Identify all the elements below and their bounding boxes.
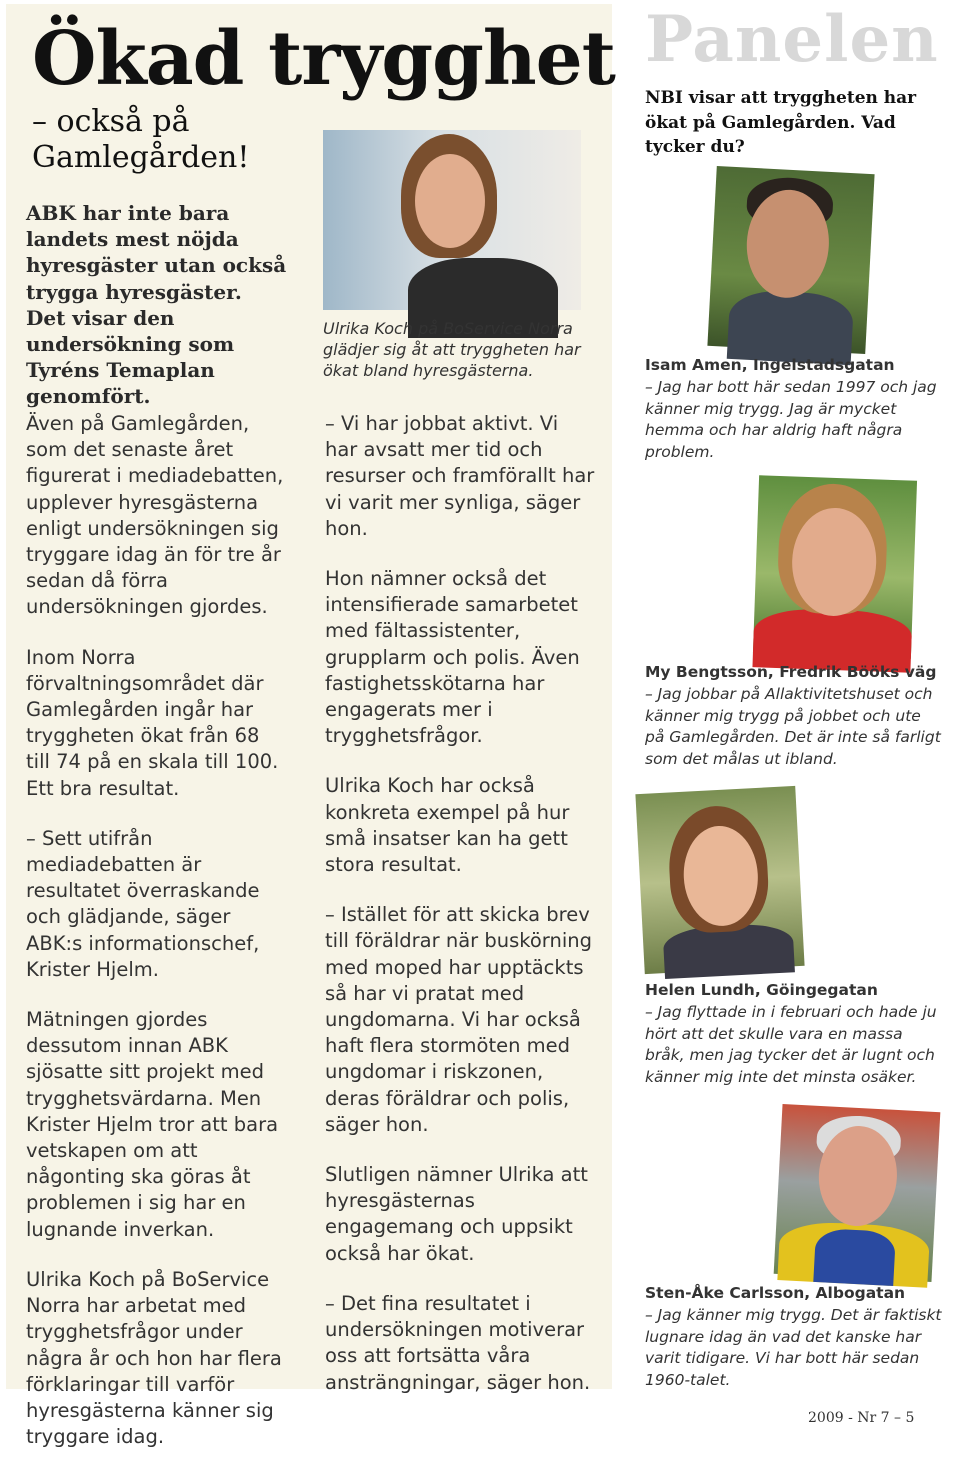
paragraph: Slutligen nämner Ulrika att hyresgästernas engagemang och uppsikt också har ökat. [325, 1163, 588, 1265]
panel-member-name: Sten-Åke Carlsson, Albogatan [645, 1284, 906, 1302]
lead-paragraph: ABK har inte bara landets mest nöjda hyresgäster utan också trygga hyresgäster. Det visar den undersökning som Tyréns Temaplan genomfört. [26, 201, 287, 409]
paragraph: – Istället för att skicka brev till föräldrar när buskörning med moped har upptäckts så har vi pratat med ungdomarna. Vi har också haft flera stormöten med ungdomar i riskzonen, deras föräldrar och polis, säger hon. [325, 903, 592, 1136]
panel-member-quote: – Jag jobbar på Allaktivitetshuset och känner mig trygg på jobbet och ute på Gamlegården. Det är inte så farligt som det målas ut ibland. [645, 684, 941, 769]
paragraph: Inom Norra förvaltningsområdet där Gamlegården ingår har tryggheten ökat från 68 till 74 på en skala till 100. Ett bra resultat. [26, 645, 279, 800]
panel-caption-my-bengtsson [645, 662, 945, 771]
photo-sten-ake-carlsson [774, 1104, 941, 1282]
paragraph: Även på Gamlegården, som det senaste året figurerat i mediadebatten, upplever hyresgästerna enligt undersökningen sig tryggare idag än för tre år sedan då förra undersökningen gjordes. [26, 412, 284, 619]
panel-member-name: My Bengtsson, Fredrik Bööks väg [645, 663, 937, 681]
article-column-1 [26, 411, 288, 1474]
paragraph: Ulrika Koch på BoService Norra har arbetat med trygghetsfrågor under några år och hon har flera förklaringar till varför hyresgästerna känner sig tryggare idag. [26, 1267, 282, 1449]
panel-member-name: Helen Lundh, Göingegatan [645, 981, 878, 999]
paragraph: Ulrika Koch har också konkreta exempel på hur små insatser kan ha gett stora resultat. [325, 774, 570, 877]
paragraph: Hon nämner också det intensifierade samarbetet med fältassistenter, grupplarm och polis. Även fastighetsskötarna har engagerats mer i trygghetsfrågor. [325, 567, 580, 748]
paragraph: – Vi har jobbat aktivt. Vi har avsatt mer tid och resurser och framförallt har vi varit mer synliga, säger hon. [325, 412, 595, 540]
photo-helen-lundh [635, 786, 804, 974]
subheadline: – också på Gamlegården! [32, 104, 250, 175]
panel-caption-isam-amen [645, 355, 945, 464]
panel-member-name: Isam Amen, Ingelstadsgatan [645, 356, 895, 374]
page-footer: 2009 - Nr 7 – 5 [808, 1410, 915, 1426]
photo-isam-amen [707, 166, 874, 354]
article-column-2 [325, 411, 595, 1420]
paragraph: – Sett utifrån mediadebatten är resultatet överraskande och glädjande, säger ABK:s informationschef, Krister Hjelm. [26, 826, 260, 981]
panel-caption-sten-ake-carlsson [645, 1283, 945, 1392]
panel-member-quote: – Jag flyttade in i februari och hade ju hört att det skulle vara en massa bråk, men jag tycker det är lugnt och känner mig inte det minsta osäker. [645, 1002, 937, 1087]
paragraph: Mätningen gjordes dessutom innan ABK sjösatte sitt projekt med trygghetsvärdarna. Men Krister Hjelm tror att bara vetskapen om att någonting ska göras åt problemen i sig har en lugnande inverkan. [26, 1008, 279, 1241]
panel-intro: NBI visar att tryggheten har ökat på Gamlegården. Vad tycker du? [645, 88, 917, 157]
headline: Ökad trygghet [32, 16, 615, 102]
panel-member-quote: – Jag har bott här sedan 1997 och jag känner mig trygg. Jag är mycket hemma och har aldrig haft några problem. [645, 377, 937, 462]
panel-title: Panelen [645, 2, 939, 77]
paragraph: – Det fina resultatet i undersökningen motiverar oss att fortsätta våra ansträngningar, säger hon. [325, 1291, 591, 1394]
panel-caption-helen-lundh [645, 980, 945, 1089]
photo-caption: Ulrika Koch på BoService Norra glädjer sig åt att tryggheten har ökat bland hyresgästerna. [323, 319, 581, 380]
photo-ulrika-koch [323, 130, 581, 310]
photo-my-bengtsson [753, 475, 917, 658]
panel-member-quote: – Jag känner mig trygg. Det är faktiskt lugnare idag än vad det kanske har varit tidigare. Vi har bott här sedan 1960-talet. [645, 1305, 942, 1390]
